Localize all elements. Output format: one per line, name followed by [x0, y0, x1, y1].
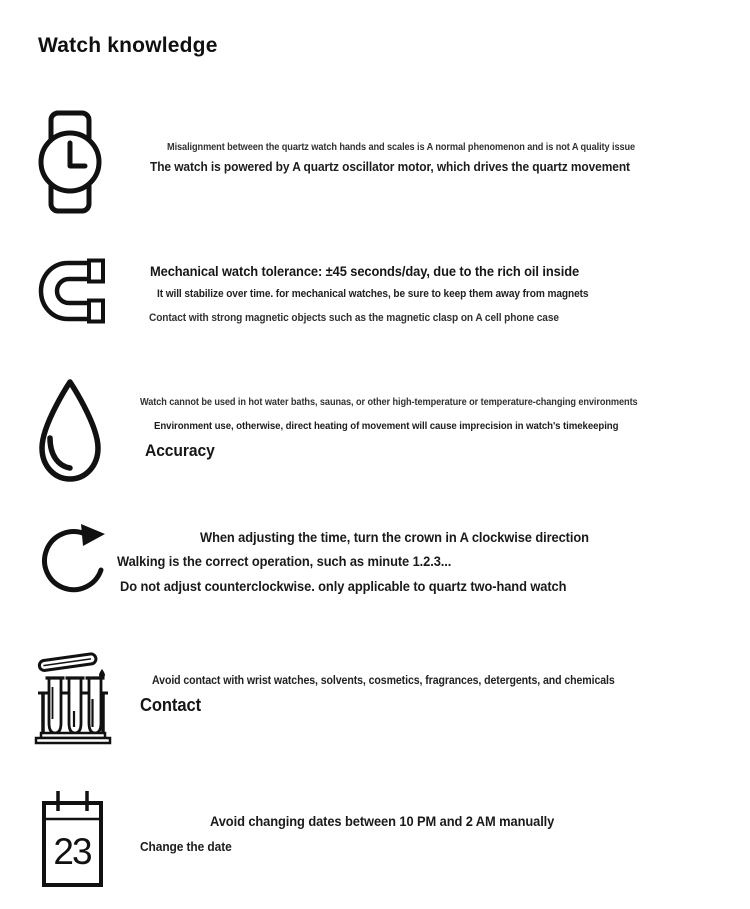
- note-magnet-stabilize: It will stabilize over time. for mechanical watches, be sure to keep them away from magnets: [157, 288, 589, 300]
- rotate-clockwise-icon: [38, 523, 108, 599]
- heading-contact: Contact: [140, 695, 202, 715]
- note-magnetic-contact: Contact with strong magnetic objects such as the magnetic clasp on A cell phone case: [149, 312, 559, 324]
- note-heating-imprecision: Environment use, otherwise, direct heating of movement will cause imprecision in watch's timekeeping: [154, 420, 619, 432]
- calendar-icon: [40, 788, 105, 888]
- watch-icon: [38, 110, 102, 214]
- note-walking-correct: Walking is the correct operation, such as minute 1.2.3...: [117, 553, 452, 569]
- note-quartz-movement: The watch is powered by A quartz oscillator motor, which drives the quartz movement: [150, 159, 630, 174]
- heading-accuracy: Accuracy: [145, 441, 215, 460]
- calendar-day-number: 23: [53, 831, 91, 872]
- note-no-counterclockwise: Do not adjust counterclockwise. only applicable to quartz two-hand watch: [120, 578, 567, 594]
- note-hot-water: Watch cannot be used in hot water baths, saunas, or other high-temperature or temperature-changing environments: [140, 397, 638, 408]
- page-title: Watch knowledge: [38, 34, 218, 57]
- note-avoid-chemicals: Avoid contact with wrist watches, solvents, cosmetics, fragrances, detergents, and chemicals: [152, 675, 615, 687]
- magnet-icon: [38, 258, 106, 324]
- note-turn-crown-clockwise: When adjusting the time, turn the crown in A clockwise direction: [200, 529, 589, 545]
- note-quartz-misalignment: Misalignment between the quartz watch hands and scales is A normal phenomenon and is not A quality issue: [167, 142, 636, 153]
- water-drop-icon: [35, 376, 105, 484]
- note-mechanical-tolerance: Mechanical watch tolerance: ±45 seconds/day, due to the rich oil inside: [150, 263, 580, 279]
- test-tubes-icon: [33, 643, 113, 745]
- heading-change-date: Change the date: [140, 839, 232, 854]
- note-avoid-date-change: Avoid changing dates between 10 PM and 2 AM manually: [210, 813, 555, 829]
